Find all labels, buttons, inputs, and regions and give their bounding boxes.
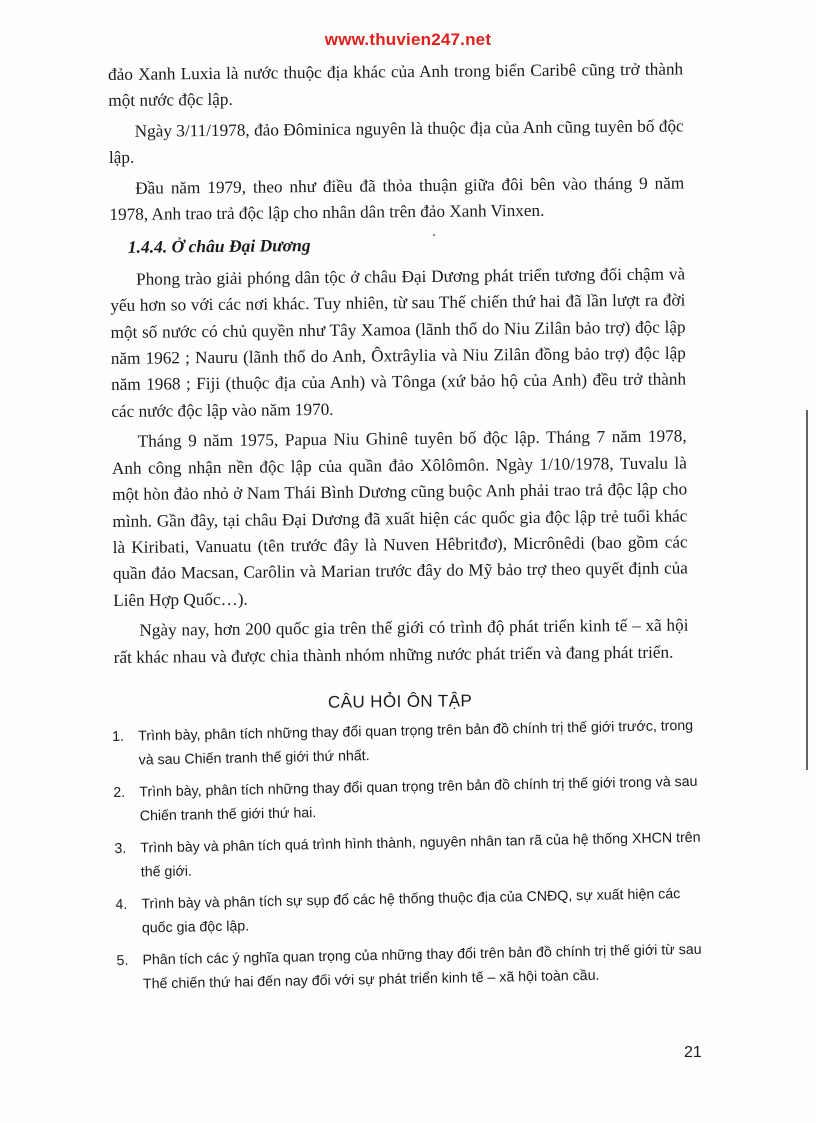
question-text: Trình bày, phân tích những thay đổi quan trọng trên bản đồ chính trị thế giới trong và sau Chiến tranh thế giới thứ hai. <box>139 773 698 824</box>
list-item <box>114 827 705 885</box>
list-item <box>116 939 707 997</box>
list-item <box>115 883 706 941</box>
question-number: 5. <box>116 952 129 969</box>
paragraph: Phong trào giải phóng dân tộc ở châu Đại Dương phát triển tương đối chậm và yếu hơn so với các nơi khác. Tuy nhiên, từ sau Thế chiến thứ hai đã lần lượt ra đời một số nước có chủ quyền như Tây Xamoa (lãnh thổ do Niu Zilân bảo trợ) độc lập năm 1962 ; Nauru (lãnh thổ do Anh, Ôxtrâylia và Niu Zilân đồng bảo trợ) độc lập năm 1968 ; Fiji (thuộc địa của Anh) và Tônga (xứ bảo hộ của Anh) đều trở thành các nước độc lập vào năm 1970. <box>110 264 687 421</box>
scan-edge-mark <box>806 410 808 770</box>
question-text: Trình bày, phân tích những thay đổi quan trọng trên bản đồ chính trị thế giới trước, trong và sau Chiến tranh thế giới thứ nhất. <box>138 717 694 768</box>
paragraph: Đầu năm 1979, theo như điều đã thỏa thuận giữa đôi bên vào tháng 9 năm 1978, Anh trao trả độc lập cho nhân dân trên đảo Xanh Vinxen. <box>109 173 685 225</box>
page-number: 21 <box>684 1044 702 1061</box>
list-item <box>112 715 703 773</box>
question-number: 3. <box>114 840 127 857</box>
paragraph: Ngày nay, hơn 200 quốc gia trên thế giới có trình độ phát triển kinh tế – xã hội rất khác nhau và được chia thành nhóm những nước phát triển và đang phát triển. <box>113 615 689 667</box>
question-text: Phân tích các ý nghĩa quan trọng của những thay đổi trên bản đồ chính trị thế giới từ sau Thế chiến thứ hai đến nay đối với sự phát triển kinh tế – xã hội toàn cầu. <box>142 941 702 992</box>
section-heading: 1.4.4. Ở châu Đại Dương <box>127 235 311 258</box>
question-text: Trình bày và phân tích quá trình hình thành, nguyên nhân tan rã của hệ thống XHCN trên thế giới. <box>140 829 701 880</box>
question-number: 2. <box>113 784 126 801</box>
scan-speck <box>433 234 435 236</box>
question-text: Trình bày và phân tích sự sụp đổ các hệ thống thuộc địa của CNĐQ, sự xuất hiện các quốc gia độc lập. <box>141 886 681 936</box>
paragraph: Ngày 3/11/1978, đảo Đôminica nguyên là thuộc địa của Anh cũng tuyên bố độc lập. <box>108 116 684 168</box>
paragraph: Tháng 9 năm 1975, Papua Niu Ghinê tuyên bố độc lập. Tháng 7 năm 1978, Anh công nhận nền độc lập của quần đảo Xôlômôn. Ngày 1/10/1978, Tuvalu là một hòn đảo nhỏ ở Nam Thái Bình Dương cũng buộc Anh phải trao trả độc lập cho mình. Gần đây, tại châu Đại Dương đã xuất hiện các quốc gia độc lập trẻ tuổi khác là Kiribati, Vanuatu (tên trước đây là Nuven Hêbritđơ), Micrônêdi (bao gồm các quần đảo Macsan, Carôlin và Marian trước đây do Mỹ bảo trợ theo quyết định của Liên Hợp Quốc…). <box>111 426 688 610</box>
question-number: 4. <box>115 896 128 913</box>
question-number: 1. <box>112 728 125 745</box>
review-questions-title: CÂU HỎI ÔN TẬP <box>327 691 473 712</box>
main-text <box>108 56 689 674</box>
review-questions-list <box>112 715 707 1006</box>
paragraph-continuation: đảo Xanh Luxia là nước thuộc địa khác của Anh trong biển Caribê cũng trở thành một nước độc lập. <box>108 59 684 111</box>
list-item <box>113 771 704 829</box>
watermark-link[interactable]: www.thuvien247.net <box>324 30 492 49</box>
